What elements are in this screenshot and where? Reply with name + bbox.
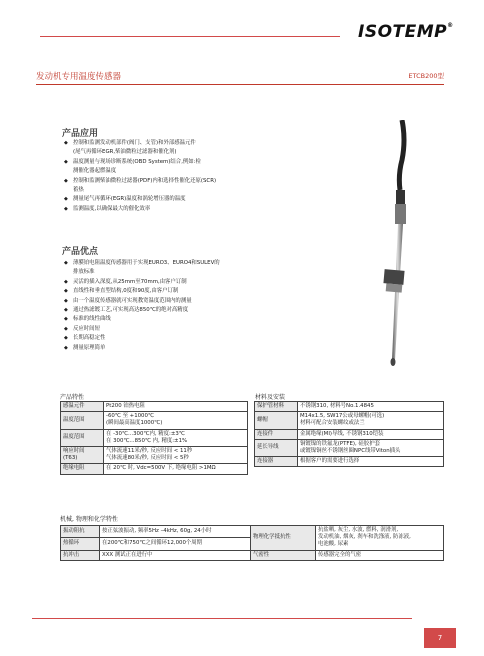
table-value-cell <box>104 429 248 446</box>
mechanical-table <box>60 525 444 561</box>
table-value-text: 在 -30℃...300℃内, 精度:±3℃ <box>106 430 185 437</box>
bullet-icon: ◆ <box>64 177 68 184</box>
table-key-cell <box>61 464 104 474</box>
table-value-text: M14x1.5, SW17公或母螺帽(可选) <box>300 413 385 420</box>
table-key-text: 温度范围 <box>63 416 85 423</box>
page-subtitle: 发动机专用温度传感器 <box>36 72 122 82</box>
list-item-text: 测量尾气再循环(EGR)温度和涡轮增压器的温度 <box>73 196 186 203</box>
table-key-cell <box>61 429 104 446</box>
table-key-text: 连接器 <box>257 458 274 465</box>
bullet-icon: ◆ <box>64 140 68 146</box>
table-row <box>61 464 248 474</box>
table-row <box>61 402 248 412</box>
table-key-text: 绝缘电阻 <box>63 465 85 472</box>
table-key-cell <box>255 457 298 467</box>
model-number: ETCB200型 <box>408 72 444 80</box>
table-value-cell <box>298 402 444 412</box>
bullet-icon: ◆ <box>64 158 68 165</box>
materials-table <box>254 401 444 467</box>
table-key-cell <box>61 402 104 412</box>
list-item-text: 通过热滤镀工艺,可实现高达850℃的绝对高精度 <box>73 307 189 314</box>
thermal-cycle-key: 热循环 <box>61 538 100 550</box>
logo-iso-text: ISO <box>358 22 393 42</box>
list-item <box>64 158 216 177</box>
table-value-text: 铜镀镍的铁氟龙(PTFE), 硅胶护套 <box>300 440 380 447</box>
shock-key: 抗冲击 <box>61 550 100 560</box>
advantages-title: 产品优点 <box>62 247 99 257</box>
subtitle-rule <box>36 84 444 85</box>
list-item <box>64 195 216 204</box>
table-key-cell <box>255 412 298 429</box>
list-item-text: 直线性和垂直型结构,0度和90度,由客户订制 <box>73 288 179 295</box>
applications-title: 产品应用 <box>62 129 99 139</box>
list-item <box>64 344 220 353</box>
table-value-cell <box>298 429 444 439</box>
table-value-text: (瞬间最高温度1000℃) <box>106 420 163 427</box>
list-item <box>64 325 220 334</box>
table-value-cell <box>104 464 248 474</box>
table-value-text: 不锈钢310, 材料号No.1.4845 <box>300 403 374 409</box>
bullet-icon: ◆ <box>64 325 68 332</box>
table-value-text: 气体流速11米/秒, 反应时间 < 11秒 <box>106 448 193 455</box>
bullet-icon: ◆ <box>64 196 68 203</box>
list-item-text: 控制和监测柴油微粒过滤器(PDF)内和选择性催化还原(SCR) <box>73 177 217 184</box>
header-rule <box>40 36 340 37</box>
gas-tightness-key: 气密性 <box>251 550 316 560</box>
table-row <box>255 402 444 412</box>
table-value-text: -60℃ 至 +1000℃ <box>106 413 154 420</box>
table-key-cell <box>61 447 104 464</box>
table-row <box>255 429 444 439</box>
table-row <box>61 412 248 429</box>
shock-value: XXX 测试正在进行中 <box>100 550 251 560</box>
isotemp-logo <box>358 22 458 44</box>
materials-title: 材料及安装 <box>255 394 286 401</box>
thermal-cycle-value: 在200℃和750℃之间循环12,000个周期 <box>100 538 251 550</box>
list-item-text: 标准的线性曲线 <box>73 316 111 323</box>
product-specs-title: 产品特性 <box>60 394 85 401</box>
list-item-text: (尾气再循环EGR,柴油微粒过滤器和催化剂) <box>73 149 177 156</box>
bullet-icon: ◆ <box>64 205 68 212</box>
list-item-text: 监测温度,以确保最大的催化效率 <box>73 205 151 212</box>
sensor-product-image <box>362 120 422 375</box>
vibration-key: 振动阻抗 <box>61 526 100 538</box>
bullet-icon: ◆ <box>64 288 68 295</box>
table-key-text: 响应时间 <box>63 448 85 455</box>
table-key-text: 感温元件 <box>63 403 85 409</box>
list-item <box>64 306 220 315</box>
table-value-text: 或镀镍铜丝不锈钢丝圈NPC线带Viton插头 <box>300 448 401 455</box>
table-key-text: 温度范围 <box>63 434 85 441</box>
advantages-list <box>64 259 220 353</box>
table-value-text: 材料可配合安装螺纹或法兰 <box>300 420 365 427</box>
list-item-text: 由一个温度传感器就可实现教宽温度范围内的测量 <box>73 297 192 304</box>
logo-registered-mark: ® <box>447 22 454 29</box>
table-key-cell <box>61 412 104 429</box>
table-row <box>61 429 248 446</box>
table-key-text: 延长导线 <box>257 444 279 451</box>
chem-resistance-key: 物理化学抵抗性 <box>251 526 316 551</box>
bullet-icon: ◆ <box>64 278 68 285</box>
table-key-text: 螺帽 <box>257 416 268 423</box>
list-item <box>64 278 220 287</box>
list-item <box>64 315 220 324</box>
list-item <box>64 287 220 296</box>
table-value-text: 在 300℃...850℃ 内, 精度:±1% <box>106 437 188 444</box>
gas-tightness-value: 传感器完全的气密 <box>316 550 444 560</box>
vibration-value: 按正弦波振动, 频率5Hz –4kHz, 60g, 24小时 <box>100 526 251 538</box>
table-value-cell <box>298 439 444 456</box>
page-number: 7 <box>424 628 456 648</box>
mechanical-title: 机械, 物理和化学特性 <box>60 516 118 523</box>
table-key-cell <box>255 429 298 439</box>
table-key-subtext: (T63) <box>63 455 78 462</box>
table-row <box>61 447 248 464</box>
table-value-cell <box>298 412 444 429</box>
table-value-cell <box>104 447 248 464</box>
list-item <box>64 259 220 278</box>
logo-temp-text: TEMP <box>392 22 448 42</box>
bullet-icon: ◆ <box>64 316 68 323</box>
table-value-text: 根据客户的需要进行选择 <box>300 458 360 465</box>
table-value-text: 在 20℃ 时, Vdc=500V 下, 绝缘电阻 >1MΩ <box>106 465 216 472</box>
list-item <box>64 334 220 343</box>
chem-line: 发动机油, 烟灰, 刹车和洗涤液, 防冻液, <box>318 534 411 541</box>
bullet-icon: ◆ <box>64 260 68 266</box>
list-item-text: 控制和监测发动机部件(阀门、支管)和外部感温元件 <box>73 140 196 146</box>
list-item-text: 排放标准 <box>73 269 95 276</box>
applications-list <box>64 139 216 214</box>
list-item-text: 测催化器起燃温度 <box>73 168 117 175</box>
list-item <box>64 177 216 196</box>
table-row <box>255 457 444 467</box>
bullet-icon: ◆ <box>64 307 68 314</box>
list-item-text: 反应时间短 <box>73 325 100 332</box>
table-value-cell <box>298 457 444 467</box>
bullet-icon: ◆ <box>64 344 68 351</box>
footer-rule <box>32 618 412 619</box>
product-specs-table <box>60 401 248 475</box>
table-row <box>255 439 444 456</box>
list-item-text: 薄膜铂电阻温度传感器用于实现EURO3、EURO4和SULEV的 <box>73 260 220 266</box>
chem-resistance-value <box>316 526 444 551</box>
list-item-text: 灵活的插入深度,从25mm至70mm,由客户订制 <box>73 278 187 285</box>
list-item-text: 测量原理简单 <box>73 344 106 351</box>
list-item-text: 蓄热 <box>73 187 84 194</box>
table-key-text: 保护管材料 <box>257 403 284 409</box>
table-row <box>61 550 444 560</box>
table-row <box>255 412 444 429</box>
table-value-text: 金属绝缘(MI)导线, 不锈钢310铠装 <box>300 430 384 437</box>
table-key-text: 连接件 <box>257 430 274 437</box>
list-item <box>64 297 220 306</box>
list-item <box>64 205 216 214</box>
chem-line: 抗盐晒, 灰尘, 水波, 燃料, 润滑剂, <box>318 527 399 533</box>
table-key-cell <box>255 439 298 456</box>
list-item <box>64 139 216 158</box>
list-item-text: 温度测量与现场诊断系统(OBD System)结合,例如:检 <box>73 158 201 165</box>
table-value-cell <box>104 402 248 412</box>
table-row <box>61 526 444 538</box>
table-value-cell <box>104 412 248 429</box>
table-key-cell <box>255 402 298 412</box>
table-value-text: 气体流速80米/秒, 反应时间 < 5秒 <box>106 455 189 462</box>
list-item-text: 长期高稳定性 <box>73 335 106 342</box>
bullet-icon: ◆ <box>64 335 68 342</box>
chem-line: 电池酸, 尿素 <box>318 541 349 548</box>
table-value-text: Pt200 铂热电阻 <box>106 403 145 409</box>
bullet-icon: ◆ <box>64 297 68 304</box>
